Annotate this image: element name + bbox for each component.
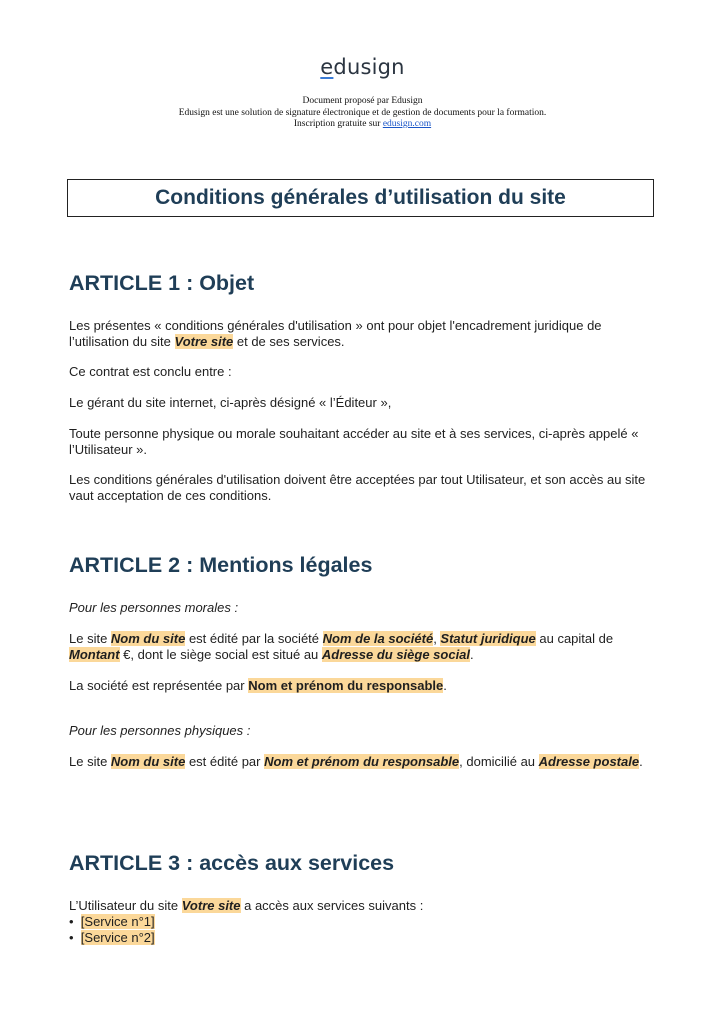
- personnes-physiques-paragraph: Le site Nom du site est édité par Nom et prénom du responsable, domicilié au Adresse postale.: [69, 754, 643, 769]
- article-2-heading: ARTICLE 2 : Mentions légales: [69, 553, 373, 577]
- personnes-morales-label: Pour les personnes morales :: [69, 600, 239, 615]
- edusign-logo: edusign: [320, 55, 405, 79]
- service-list-item: • [Service n°1]: [69, 914, 155, 929]
- article-1-paragraph-5: Les conditions générales d'utilisation doivent être acceptées par tout Utilisateur, et son accès au site vaut acceptation de ces conditions.: [69, 472, 646, 503]
- personnes-physiques-label: Pour les personnes physiques :: [69, 723, 251, 738]
- article-1-paragraph-3: Le gérant du site internet, ci-après désigné « l’Éditeur »,: [69, 395, 392, 410]
- document-header-note: [0, 96, 725, 131]
- document-title-box: [67, 179, 654, 217]
- article-3-paragraph: L’Utilisateur du site Votre site a accès aux services suivants : • [Service n°1] • [Service n°2]: [69, 898, 649, 946]
- document-title: Conditions générales d’utilisation du site: [155, 186, 566, 209]
- article-3-heading: ARTICLE 3 : accès aux services: [69, 851, 395, 875]
- article-1-paragraph-4: Toute personne physique ou morale souhaitant accéder au site et à ses services, ci-après appelé « l’Utilisateur ».: [69, 426, 639, 457]
- header-line-3: Inscription gratuite sur edusign.com: [293, 119, 432, 129]
- service-list-item: • [Service n°2]: [69, 930, 155, 945]
- article-1-paragraph-2: Ce contrat est conclu entre :: [69, 364, 232, 379]
- header-line-2: Edusign est une solution de signature électronique et de gestion de documents pour la formation.: [178, 107, 547, 118]
- article-1-paragraph-1: Les présentes « conditions générales d'utilisation » ont pour objet l'encadrement juridique de l’utilisation du site Votre site et de ses services.: [69, 318, 602, 349]
- header-line-1: Document proposé par Edusign: [302, 96, 423, 106]
- edusign-link[interactable]: edusign.com: [382, 119, 432, 129]
- representant-paragraph: La société est représentée par Nom et prénom du responsable.: [69, 678, 447, 693]
- personnes-morales-paragraph: Le site Nom du site est édité par la société Nom de la société, Statut juridique au capital de Montant €, dont le siège social est situé au Adresse du siège social.: [69, 631, 614, 662]
- article-1-heading: ARTICLE 1 : Objet: [69, 271, 255, 295]
